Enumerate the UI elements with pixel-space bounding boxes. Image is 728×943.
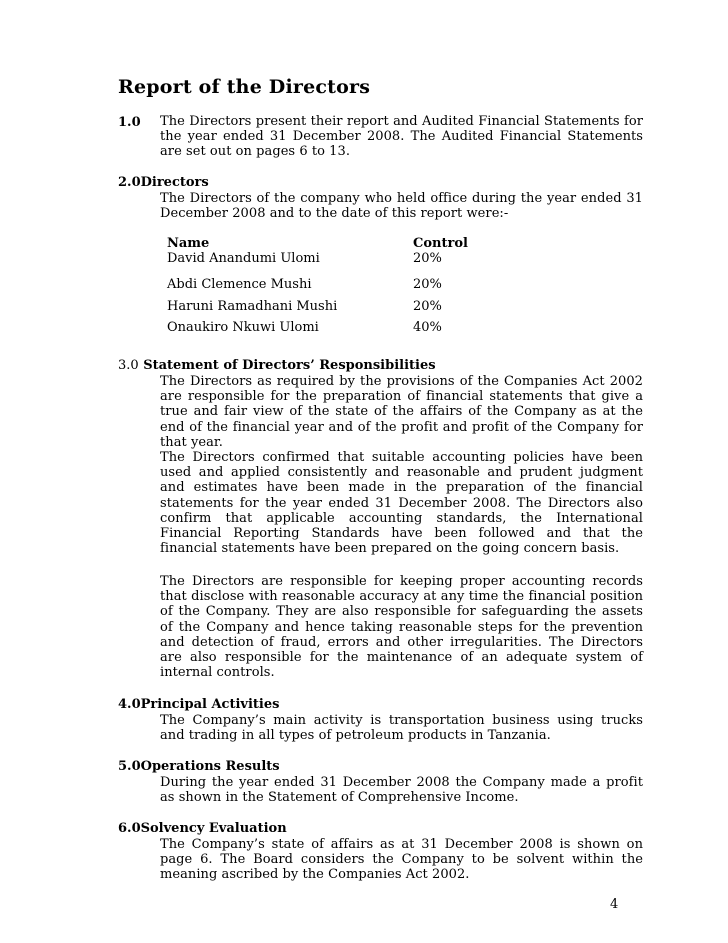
section-5-text: During the year ended 31 December 2008 the Company made a profit as shown in the Statement of Comprehensive Income. xyxy=(160,775,643,806)
section-3-number: 3.0 xyxy=(118,358,139,373)
section-2-number: 2.0 xyxy=(118,175,141,190)
section-3-heading xyxy=(118,358,436,373)
section-3-paragraph-1: The Directors as required by the provisions of the Companies Act 2002 are responsible for the preparation of financial statements that give a true and fair view of the state of the affairs of the Company as at the end of the financial year and of the profit and profit of the Company for that year. xyxy=(160,374,643,450)
director-name: Haruni Ramadhani Mushi xyxy=(167,299,338,314)
section-6-heading xyxy=(118,821,287,836)
section-6-number: 6.0 xyxy=(118,821,141,836)
section-3-paragraph-3: The Directors are responsible for keeping proper accounting records that disclose with reasonable accuracy at any time the financial position of the Company. They are also responsible for safeguarding the assets of the Company and hence taking reasonable steps for the prevention and detection of fraud, errors and other irregularities. The Directors are also responsible for the maintenance of an adequate system of internal controls. xyxy=(160,574,643,681)
page-number: 4 xyxy=(610,897,619,912)
section-4-number: 4.0 xyxy=(118,697,141,712)
director-control: 20% xyxy=(413,299,442,314)
director-control: 40% xyxy=(413,320,442,335)
section-5-title: Operations Results xyxy=(140,759,280,774)
section-2-text: The Directors of the company who held office during the year ended 31 December 2008 and to the date of this report were:- xyxy=(160,191,643,222)
section-3-title: Statement of Directors’ Responsibilities xyxy=(143,358,436,373)
section-5-number: 5.0 xyxy=(118,759,141,774)
section-1-text: The Directors present their report and Audited Financial Statements for the year ended 31 December 2008. The Audited Financial Statements are set out on pages 6 to 13. xyxy=(160,114,643,160)
section-4-heading xyxy=(118,697,279,712)
section-2-heading xyxy=(118,175,209,190)
director-control: 20% xyxy=(413,251,442,266)
director-control: 20% xyxy=(413,277,442,292)
report-title: Report of the Directors xyxy=(118,76,371,98)
section-4-title: Principal Activities xyxy=(140,697,280,712)
table-header-control: Control xyxy=(413,236,468,251)
section-3-paragraph-2: The Directors confirmed that suitable accounting policies have been used and applied consistently and reasonable and prudent judgment and estimates have been made in the preparation of the financial statements for the year ended 31 December 2008. The Directors also confirm that applicable accounting standards, the International Financial Reporting Standards have been followed and that the financial statements have been prepared on the going concern basis. xyxy=(160,450,643,557)
director-name: Abdi Clemence Mushi xyxy=(167,277,312,292)
director-name: David Anandumi Ulomi xyxy=(167,251,320,266)
section-6-text: The Company’s state of affairs as at 31 December 2008 is shown on page 6. The Board considers the Company to be solvent within the meaning ascribed by the Companies Act 2002. xyxy=(160,837,643,883)
section-6-title: Solvency Evaluation xyxy=(140,821,287,836)
section-5-heading xyxy=(118,759,280,774)
section-1-number: 1.0 xyxy=(118,115,141,130)
section-4-text: The Company’s main activity is transportation business using trucks and trading in all types of petroleum products in Tanzania. xyxy=(160,713,643,744)
section-2-title: Directors xyxy=(140,175,209,190)
table-header-name: Name xyxy=(167,236,210,251)
director-name: Onaukiro Nkuwi Ulomi xyxy=(167,320,319,335)
